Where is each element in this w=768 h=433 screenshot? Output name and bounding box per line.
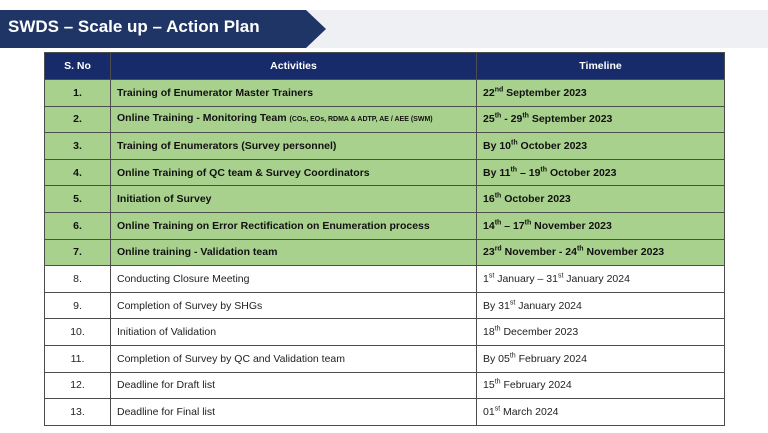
column-header-activities: Activities — [111, 53, 477, 80]
activity-text: Online training - Validation team — [117, 246, 278, 259]
activity-text: Completion of Survey by SHGs — [117, 299, 263, 312]
timeline-cell: 01st March 2024 — [477, 399, 725, 426]
activity-cell — [111, 186, 477, 213]
activity-text: Online Training of QC team & Survey Coordinators — [117, 166, 370, 179]
activity-cell — [111, 372, 477, 399]
activity-text: Training of Enumerators (Survey personnel) — [117, 139, 337, 152]
activity-text: Conducting Closure Meeting — [117, 272, 250, 285]
table-row — [45, 292, 725, 319]
timeline-cell: By 31st January 2024 — [477, 292, 725, 319]
activity-text: Training of Enumerator Master Trainers — [117, 86, 314, 99]
row-number: 1. — [45, 80, 111, 107]
activity-cell — [111, 266, 477, 293]
slide-title: SWDS – Scale up – Action Plan — [8, 17, 260, 36]
table-row — [45, 133, 725, 160]
table-row — [45, 345, 725, 372]
column-header-sno: S. No — [45, 53, 111, 80]
timeline-cell: By 05th February 2024 — [477, 345, 725, 372]
row-number: 10. — [45, 319, 111, 346]
row-number: 2. — [45, 106, 111, 133]
activity-text: Online Training - Monitoring Team — [117, 112, 287, 125]
table-row — [45, 80, 725, 107]
timeline-cell: 16th October 2023 — [477, 186, 725, 213]
activity-text: Completion of Survey by QC and Validation team — [117, 352, 346, 365]
table-row — [45, 372, 725, 399]
activity-cell — [111, 80, 477, 107]
activity-cell — [111, 292, 477, 319]
table-row — [45, 186, 725, 213]
table-row — [45, 399, 725, 426]
row-number: 6. — [45, 212, 111, 239]
timeline-cell: By 11th – 19th October 2023 — [477, 159, 725, 186]
column-header-timeline: Timeline — [477, 53, 725, 80]
table-body — [45, 80, 725, 426]
activity-text: Initiation of Validation — [117, 326, 217, 339]
table-row — [45, 266, 725, 293]
table-header-row — [45, 53, 725, 80]
row-number: 5. — [45, 186, 111, 213]
table-row — [45, 159, 725, 186]
action-plan-table — [44, 52, 725, 426]
activity-cell — [111, 319, 477, 346]
activity-cell — [111, 399, 477, 426]
row-number: 9. — [45, 292, 111, 319]
row-number: 13. — [45, 399, 111, 426]
activity-text: Initiation of Survey — [117, 193, 212, 206]
row-number: 8. — [45, 266, 111, 293]
timeline-cell: 18th December 2023 — [477, 319, 725, 346]
activity-cell — [111, 212, 477, 239]
row-number: 4. — [45, 159, 111, 186]
table-row — [45, 239, 725, 266]
activity-cell — [111, 239, 477, 266]
activity-text: Deadline for Draft list — [117, 379, 216, 392]
activity-cell — [111, 159, 477, 186]
table-row — [45, 212, 725, 239]
table-row — [45, 319, 725, 346]
row-number: 3. — [45, 133, 111, 160]
row-number: 11. — [45, 345, 111, 372]
activity-cell — [111, 106, 477, 133]
table-row — [45, 106, 725, 133]
activity-cell — [111, 133, 477, 160]
row-number: 7. — [45, 239, 111, 266]
activity-note: (COs, EOs, RDMA & ADTP, AE / AEE (SWM) — [289, 116, 433, 124]
timeline-cell: 1st January – 31st January 2024 — [477, 266, 725, 293]
timeline-cell: 14th – 17th November 2023 — [477, 212, 725, 239]
timeline-cell: 25th - 29th September 2023 — [477, 106, 725, 133]
timeline-cell: By 10th October 2023 — [477, 133, 725, 160]
activity-text: Online Training on Error Rectification on Enumeration process — [117, 219, 430, 232]
row-number: 12. — [45, 372, 111, 399]
timeline-cell: 23rd November - 24th November 2023 — [477, 239, 725, 266]
activity-cell — [111, 345, 477, 372]
activity-text: Deadline for Final list — [117, 405, 216, 418]
timeline-cell: 15th February 2024 — [477, 372, 725, 399]
timeline-cell: 22nd September 2023 — [477, 80, 725, 107]
